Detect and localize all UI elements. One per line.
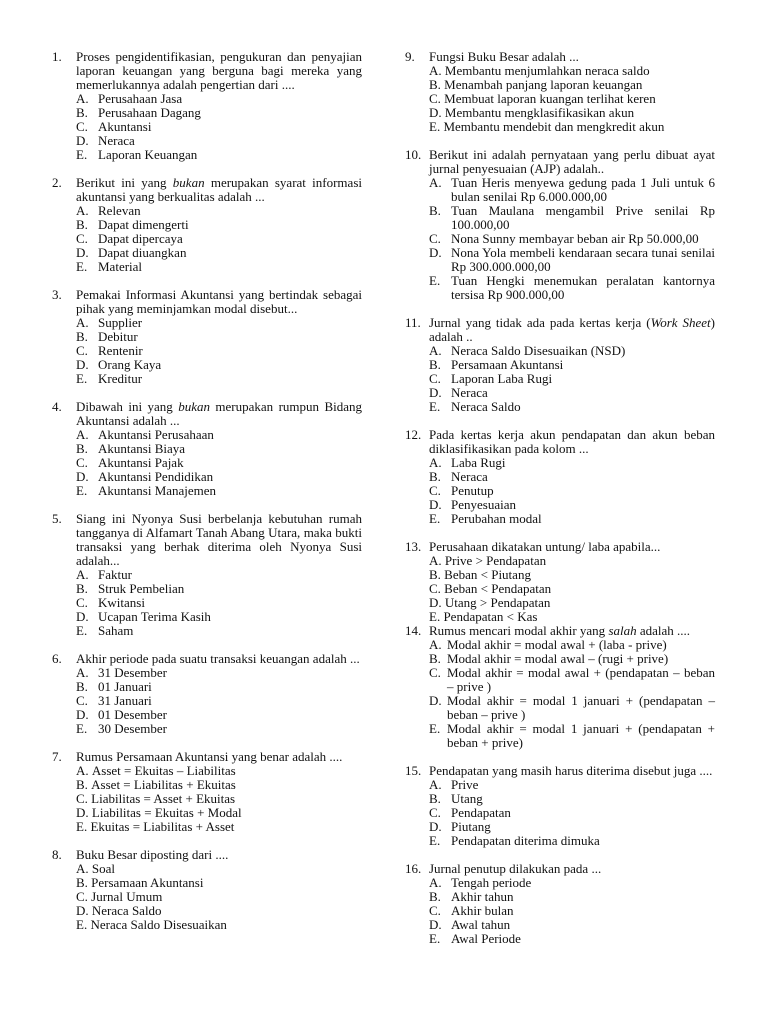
question-number: 6. bbox=[52, 651, 62, 666]
question-2 bbox=[52, 176, 362, 274]
option-a: A. Faktur bbox=[76, 567, 132, 582]
option-b: B. Debitur bbox=[76, 329, 138, 344]
question-text: Jurnal penutup dilakukan pada ... bbox=[429, 861, 602, 876]
question-number: 15. bbox=[405, 763, 422, 778]
option-e: E. Laporan Keuangan bbox=[76, 147, 198, 162]
question-text: Pendapatan yang masih harus diterima disebut juga .... bbox=[429, 763, 713, 778]
option-c: C. Pendapatan bbox=[429, 805, 511, 820]
question-number: 14. bbox=[405, 623, 422, 638]
question-5 bbox=[52, 512, 362, 638]
option-e: E. Modal akhir = modal 1 januari + (pendapatan + beban + prive) bbox=[429, 721, 715, 750]
question-11 bbox=[405, 316, 715, 414]
question-number: 2. bbox=[52, 175, 62, 190]
option-a: A. Prive bbox=[429, 777, 479, 792]
right-column bbox=[405, 50, 715, 960]
option-c: C. Kwitansi bbox=[76, 595, 145, 610]
option-c: C. Rentenir bbox=[76, 343, 143, 358]
option-c: C. Akuntansi Pajak bbox=[76, 455, 184, 470]
option-e: E. Saham bbox=[76, 623, 134, 638]
question-number: 3. bbox=[52, 287, 62, 302]
option-b: B. Menambah panjang laporan keuangan bbox=[429, 77, 643, 92]
option-a: A. 31 Desember bbox=[76, 665, 167, 680]
option-e: E. 30 Desember bbox=[76, 721, 167, 736]
question-text: Berikut ini adalah pernyataan yang perlu dibuat ayat jurnal penyesuaian (AJP) adalah.. bbox=[429, 147, 715, 176]
question-text: Buku Besar diposting dari .... bbox=[76, 847, 229, 862]
question-text: Pada kertas kerja akun pendapatan dan akun beban diklasifikasikan pada kolom ... bbox=[429, 427, 715, 456]
question-15 bbox=[405, 764, 715, 848]
option-c: C. Nona Sunny membayar beban air Rp 50.000,00 bbox=[429, 231, 699, 246]
question-text: Akhir periode pada suatu transaksi keuangan adalah ... bbox=[76, 651, 360, 666]
option-c: C. 31 Januari bbox=[76, 693, 152, 708]
question-8 bbox=[52, 848, 362, 932]
option-e: E. Neraca Saldo bbox=[429, 399, 521, 414]
option-b: B. Asset = Liabilitas + Ekuitas bbox=[76, 777, 236, 792]
option-c: C. Laporan Laba Rugi bbox=[429, 371, 553, 386]
question-number: 4. bbox=[52, 399, 62, 414]
option-d: D. Utang > Pendapatan bbox=[429, 595, 551, 610]
option-b: B. Modal akhir = modal awal – (rugi + prive) bbox=[429, 651, 669, 666]
question-number: 9. bbox=[405, 49, 415, 64]
option-d: D. Awal tahun bbox=[429, 917, 511, 932]
option-a: A. Tuan Heris menyewa gedung pada 1 Juli untuk 6 bulan senilai Rp 6.000.000,00 bbox=[429, 175, 715, 204]
option-c: C. Akhir bulan bbox=[429, 903, 514, 918]
option-d: D. Orang Kaya bbox=[76, 357, 162, 372]
question-number: 7. bbox=[52, 749, 62, 764]
question-number: 16. bbox=[405, 861, 422, 876]
question-text: Rumus mencari modal akhir yang salah adalah .... bbox=[429, 623, 691, 638]
option-a: A. Akuntansi Perusahaan bbox=[76, 427, 214, 442]
option-b: B. Persamaan Akuntansi bbox=[429, 357, 564, 372]
option-b: B. Akhir tahun bbox=[429, 889, 514, 904]
question-text: Pemakai Informasi Akuntansi yang bertindak sebagai pihak yang meminjamkan modal disebut... bbox=[76, 287, 362, 316]
option-b: B. Persamaan Akuntansi bbox=[76, 875, 204, 890]
question-16 bbox=[405, 862, 715, 946]
option-e: E. Neraca Saldo Disesuaikan bbox=[76, 917, 227, 932]
option-e: E. Ekuitas = Liabilitas + Asset bbox=[76, 819, 235, 834]
question-text: Jurnal yang tidak ada pada kertas kerja (Work Sheet) adalah .. bbox=[429, 315, 715, 344]
option-e: E. Awal Periode bbox=[429, 931, 521, 946]
question-10 bbox=[405, 148, 715, 302]
question-text: Perusahaan dikatakan untung/ laba apabila... bbox=[429, 539, 661, 554]
question-4 bbox=[52, 400, 362, 498]
option-d: D. Ucapan Terima Kasih bbox=[76, 609, 211, 624]
option-c: C. Penutup bbox=[429, 483, 494, 498]
option-b: B. Akuntansi Biaya bbox=[76, 441, 186, 456]
option-a: A. Supplier bbox=[76, 315, 143, 330]
option-b: B. Struk Pembelian bbox=[76, 581, 185, 596]
option-e: E. Pendapatan diterima dimuka bbox=[429, 833, 600, 848]
option-b: B. Neraca bbox=[429, 469, 488, 484]
question-number: 13. bbox=[405, 539, 422, 554]
option-b: B. Dapat dimengerti bbox=[76, 217, 189, 232]
question-13 bbox=[405, 540, 715, 624]
question-3 bbox=[52, 288, 362, 386]
question-1 bbox=[52, 50, 362, 162]
option-c: C. Dapat dipercaya bbox=[76, 231, 183, 246]
option-e: E. Perubahan modal bbox=[429, 511, 542, 526]
option-d: D. 01 Desember bbox=[76, 707, 167, 722]
option-a: A. Prive > Pendapatan bbox=[429, 553, 547, 568]
option-d: D. Neraca Saldo bbox=[76, 903, 162, 918]
option-a: A. Membantu menjumlahkan neraca saldo bbox=[429, 63, 650, 78]
question-7 bbox=[52, 750, 362, 834]
question-number: 10. bbox=[405, 147, 422, 162]
question-number: 5. bbox=[52, 511, 62, 526]
option-a: A. Laba Rugi bbox=[429, 455, 506, 470]
question-12 bbox=[405, 428, 715, 526]
option-e: E. Kreditur bbox=[76, 371, 143, 386]
question-text: Dibawah ini yang bukan merupakan rumpun Bidang Akuntansi adalah ... bbox=[76, 399, 363, 428]
option-e: E. Akuntansi Manajemen bbox=[76, 483, 217, 498]
option-d: D. Piutang bbox=[429, 819, 491, 834]
option-e: E. Membantu mendebit dan mengkredit akun bbox=[429, 119, 665, 134]
option-c: C. Beban < Pendapatan bbox=[429, 581, 552, 596]
option-b: B. Perusahaan Dagang bbox=[76, 105, 201, 120]
option-d: D. Liabilitas = Ekuitas + Modal bbox=[76, 805, 242, 820]
option-e: E. Pendapatan < Kas bbox=[429, 609, 538, 624]
question-9 bbox=[405, 50, 715, 134]
question-number: 1. bbox=[52, 49, 62, 64]
option-a: A. Neraca Saldo Disesuaikan (NSD) bbox=[429, 343, 626, 358]
left-column bbox=[52, 50, 362, 946]
option-a: A. Modal akhir = modal awal + (laba - prive) bbox=[429, 637, 667, 652]
option-a: A. Tengah periode bbox=[429, 875, 532, 890]
option-a: A. Relevan bbox=[76, 203, 141, 218]
option-d: D. Nona Yola membeli kendaraan secara tunai senilai Rp 300.000.000,00 bbox=[429, 245, 715, 274]
option-d: D. Neraca bbox=[76, 133, 135, 148]
question-text: Fungsi Buku Besar adalah ... bbox=[429, 49, 579, 64]
option-c: C. Jurnal Umum bbox=[76, 889, 163, 904]
option-c: C. Akuntansi bbox=[76, 119, 152, 134]
option-b: B. Tuan Maulana mengambil Prive senilai Rp 100.000,00 bbox=[429, 203, 715, 232]
question-number: 8. bbox=[52, 847, 62, 862]
question-text: Proses pengidentifikasian, pengukuran dan penyajian laporan keuangan yang berguna bagi mereka yang memerlukannya adalah pengertian dari .... bbox=[76, 49, 362, 92]
option-a: A. Perusahaan Jasa bbox=[76, 91, 183, 106]
option-c: C. Membuat laporan kuangan terlihat keren bbox=[429, 91, 656, 106]
question-text: Rumus Persamaan Akuntansi yang benar adalah .... bbox=[76, 749, 343, 764]
question-6 bbox=[52, 652, 362, 736]
option-d: D. Modal akhir = modal 1 januari + (pendapatan – beban – prive ) bbox=[429, 693, 715, 722]
option-e: E. Material bbox=[76, 259, 143, 274]
option-b: B. Beban < Piutang bbox=[429, 567, 531, 582]
option-a: A. Asset = Ekuitas – Liabilitas bbox=[76, 763, 236, 778]
question-text: Siang ini Nyonya Susi berbelanja kebutuhan rumah tangganya di Alfamart Tanah Abang Utara, maka bukti transaksi yang berhak diterima oleh Nyonya Susi adalah... bbox=[76, 511, 362, 568]
option-b: B. 01 Januari bbox=[76, 679, 152, 694]
question-14 bbox=[405, 624, 715, 750]
option-d: D. Membantu mengklasifikasikan akun bbox=[429, 105, 635, 120]
option-e: E. Tuan Hengki menemukan peralatan kantornya tersisa Rp 900.000,00 bbox=[429, 273, 715, 302]
option-d: D. Akuntansi Pendidikan bbox=[76, 469, 214, 484]
option-c: C. Liabilitas = Asset + Ekuitas bbox=[76, 791, 236, 806]
option-d: D. Penyesuaian bbox=[429, 497, 516, 512]
option-c: C. Modal akhir = modal awal + (pendapatan – beban – prive ) bbox=[429, 665, 715, 694]
option-b: B. Utang bbox=[429, 791, 483, 806]
question-number: 12. bbox=[405, 427, 422, 442]
option-d: D. Neraca bbox=[429, 385, 488, 400]
option-a: A. Soal bbox=[76, 861, 116, 876]
question-text: Berikut ini yang bukan merupakan syarat informasi akuntansi yang berkualitas adalah ... bbox=[76, 175, 362, 204]
option-d: D. Dapat diuangkan bbox=[76, 245, 187, 260]
question-number: 11. bbox=[405, 315, 421, 330]
